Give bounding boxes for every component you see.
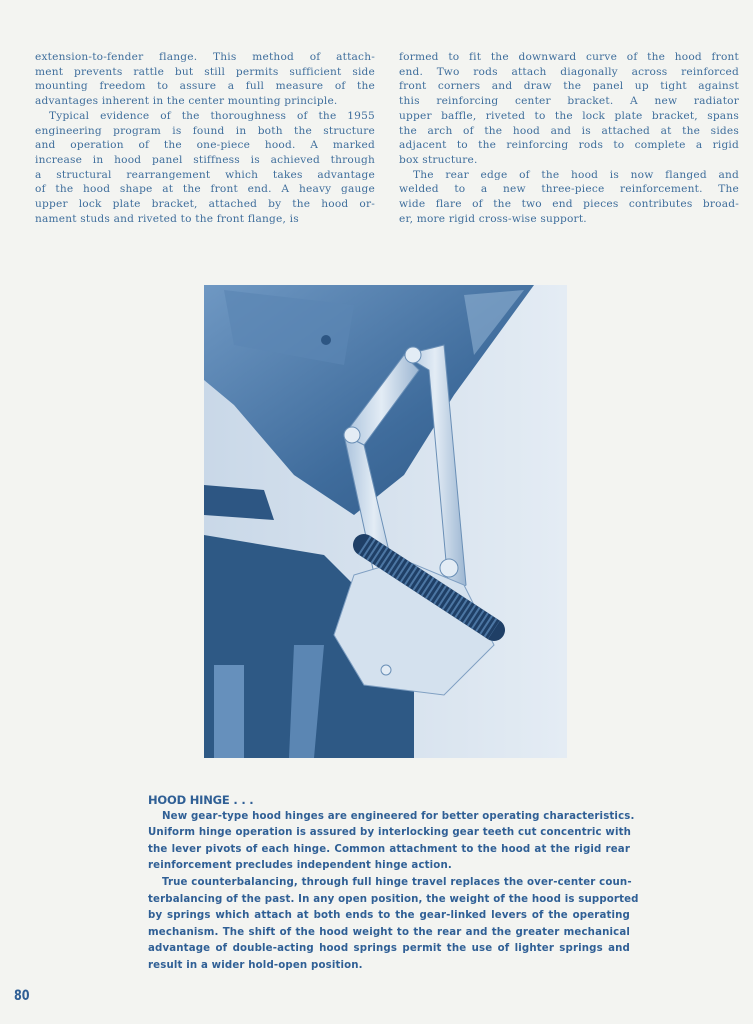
body-text-right-column	[399, 50, 739, 226]
text-line: advantages inherent in the center mounting principle.	[35, 95, 338, 108]
caption-title: HOOD HINGE . . .	[148, 793, 254, 807]
text-line: ment prevents rattle but still permits sufficient side	[35, 65, 375, 78]
text-line: formed to fit the downward curve of the hood front	[399, 51, 739, 63]
body-text-left-column	[35, 50, 375, 226]
text-line: Uniform hinge operation is assured by interlocking gear teeth cut concentric with	[148, 827, 632, 839]
text-line: engineering program is found in both the structure	[35, 124, 375, 137]
text-line: New gear-type hood hinges are engineered for better operating characteristics.	[162, 810, 635, 822]
hood-hinge-photo	[204, 285, 567, 758]
text-line: upper lock plate bracket, attached by the hood or-	[35, 198, 375, 211]
text-line: True counterbalancing, through full hinge travel replaces the over-center coun-	[162, 876, 632, 888]
text-line: upper baffle, riveted to the lock plate bracket, spans	[399, 109, 739, 122]
text-line: the lever pivots of each hinge. Common attachment to the hood at the rigid rear	[148, 843, 630, 855]
text-line: a structural rearrangement which takes advantage	[35, 168, 375, 181]
text-line: The rear edge of the hood is now flanged and	[413, 168, 739, 181]
text-line: er, more rigid cross-wise support.	[399, 212, 587, 225]
text-line: increase in hood panel stiffness is achieved through	[35, 153, 375, 166]
text-line: by springs which attach at both ends to the gear-linked levers of the operating	[148, 910, 630, 922]
text-line: the arch of the hood and is attached at the sides	[399, 124, 739, 137]
text-line: terbalancing of the past. In any open position, the weight of the hood is supported	[148, 893, 639, 905]
text-line: nament studs and riveted to the front flange, is	[35, 212, 299, 225]
photo-caption	[148, 792, 639, 975]
text-line: reinforcement precludes independent hinge action.	[148, 860, 452, 872]
text-line: front corners and draw the panel up tight against	[399, 80, 739, 93]
text-line: wide flare of the two end pieces contributes broad-	[399, 198, 739, 211]
caption-body	[148, 809, 639, 975]
text-line: mounting freedom to assure a full measure of the	[35, 80, 375, 93]
text-line: advantage of double-acting hood springs permit the use of lighter springs and	[148, 943, 630, 955]
text-line: end. Two rods attach diagonally across reinforced	[399, 65, 739, 78]
text-line: this reinforcing center bracket. A new radiator	[399, 95, 739, 108]
page-number: 80	[14, 988, 30, 1004]
text-line: box structure.	[399, 153, 478, 166]
text-line: of the hood shape at the front end. A heavy gauge	[35, 183, 375, 196]
text-line: and operation of the one-piece hood. A marked	[35, 139, 375, 152]
text-line: welded to a new three-piece reinforcement. The	[399, 183, 739, 196]
text-line: adjacent to the reinforcing rods to complete a rigid	[399, 139, 739, 152]
text-line: mechanism. The shift of the hood weight to the rear and the greater mechanical	[148, 926, 630, 938]
text-line: extension-to-fender flange. This method of attach-	[35, 51, 375, 63]
text-line: Typical evidence of the thoroughness of the 1955	[49, 109, 375, 122]
text-line: result in a wider hold-open position.	[148, 959, 363, 971]
